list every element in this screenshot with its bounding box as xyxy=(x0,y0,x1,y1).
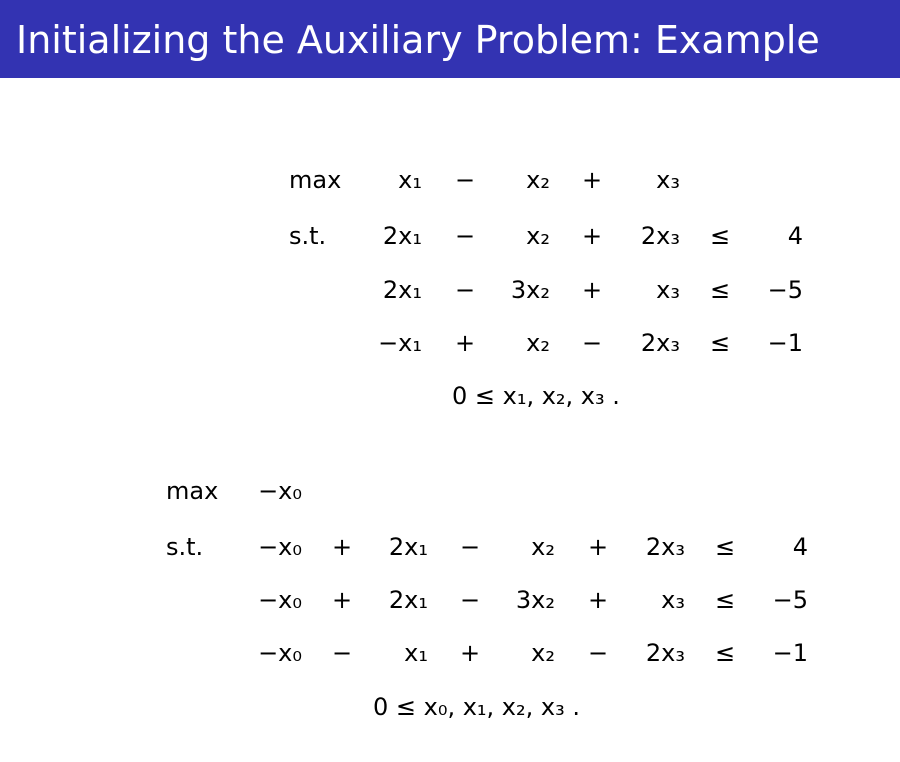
constraint-rhs: −5 xyxy=(767,276,803,304)
constraint-relation: ≤ xyxy=(709,222,731,250)
constraint-operator: − xyxy=(454,222,476,250)
constraint-term: x₃ xyxy=(656,276,680,304)
constraint-operator: + xyxy=(459,639,481,667)
constraint-term: x₂ xyxy=(526,329,550,357)
constraint-term: 2x₁ xyxy=(388,586,428,614)
constraint-operator: + xyxy=(587,586,609,614)
objective-term: x₁ xyxy=(398,166,422,194)
constraint-rhs: −1 xyxy=(767,329,803,357)
constraint-relation: ≤ xyxy=(714,533,736,561)
constraint-operator: + xyxy=(581,222,603,250)
constraint-relation: ≤ xyxy=(709,276,731,304)
constraint-label: s.t. xyxy=(166,533,204,561)
constraint-relation: ≤ xyxy=(709,329,731,357)
objective-term: x₃ xyxy=(656,166,680,194)
page-title: Initializing the Auxiliary Problem: Example xyxy=(16,18,820,62)
constraint-operator: − xyxy=(459,586,481,614)
constraint-term: x₂ xyxy=(526,222,550,250)
constraint-term: 2x₁ xyxy=(382,222,422,250)
constraint-term: 2x₃ xyxy=(640,329,680,357)
constraint-term: x₃ xyxy=(661,586,685,614)
constraint-operator: + xyxy=(587,533,609,561)
objective-term: −x₀ xyxy=(258,477,302,505)
constraint-term: x₂ xyxy=(531,639,555,667)
constraint-term: 2x₁ xyxy=(382,276,422,304)
constraint-label: s.t. xyxy=(289,222,327,250)
constraint-operator: − xyxy=(331,639,353,667)
constraint-term: 2x₃ xyxy=(645,639,685,667)
constraint-operator: − xyxy=(459,533,481,561)
constraint-relation: ≤ xyxy=(714,639,736,667)
nonnegativity-constraint: 0 ≤ x₀, x₁, x₂, x₃ . xyxy=(373,693,580,721)
constraint-term: 3x₂ xyxy=(515,586,555,614)
constraint-term: 3x₂ xyxy=(510,276,550,304)
constraint-term: −x₀ xyxy=(258,586,302,614)
constraint-operator: + xyxy=(454,329,476,357)
constraint-term: 2x₃ xyxy=(645,533,685,561)
constraint-rhs: 4 xyxy=(792,533,808,561)
objective-term: x₂ xyxy=(526,166,550,194)
constraint-operator: + xyxy=(331,533,353,561)
constraint-term: −x₁ xyxy=(378,329,422,357)
constraint-rhs: −1 xyxy=(772,639,808,667)
constraint-operator: − xyxy=(581,329,603,357)
nonnegativity-constraint: 0 ≤ x₁, x₂, x₃ . xyxy=(452,382,620,410)
constraint-rhs: −5 xyxy=(772,586,808,614)
objective-operator: − xyxy=(454,166,476,194)
constraint-term: −x₀ xyxy=(258,533,302,561)
constraint-relation: ≤ xyxy=(714,586,736,614)
objective-operator: + xyxy=(581,166,603,194)
constraint-term: −x₀ xyxy=(258,639,302,667)
constraint-term: x₂ xyxy=(531,533,555,561)
constraint-operator: − xyxy=(454,276,476,304)
constraint-operator: − xyxy=(587,639,609,667)
constraint-term: 2x₃ xyxy=(640,222,680,250)
constraint-operator: + xyxy=(331,586,353,614)
constraint-term: x₁ xyxy=(404,639,428,667)
constraint-operator: + xyxy=(581,276,603,304)
objective-label: max xyxy=(166,477,219,505)
constraint-rhs: 4 xyxy=(787,222,803,250)
constraint-term: 2x₁ xyxy=(388,533,428,561)
objective-label: max xyxy=(289,166,342,194)
